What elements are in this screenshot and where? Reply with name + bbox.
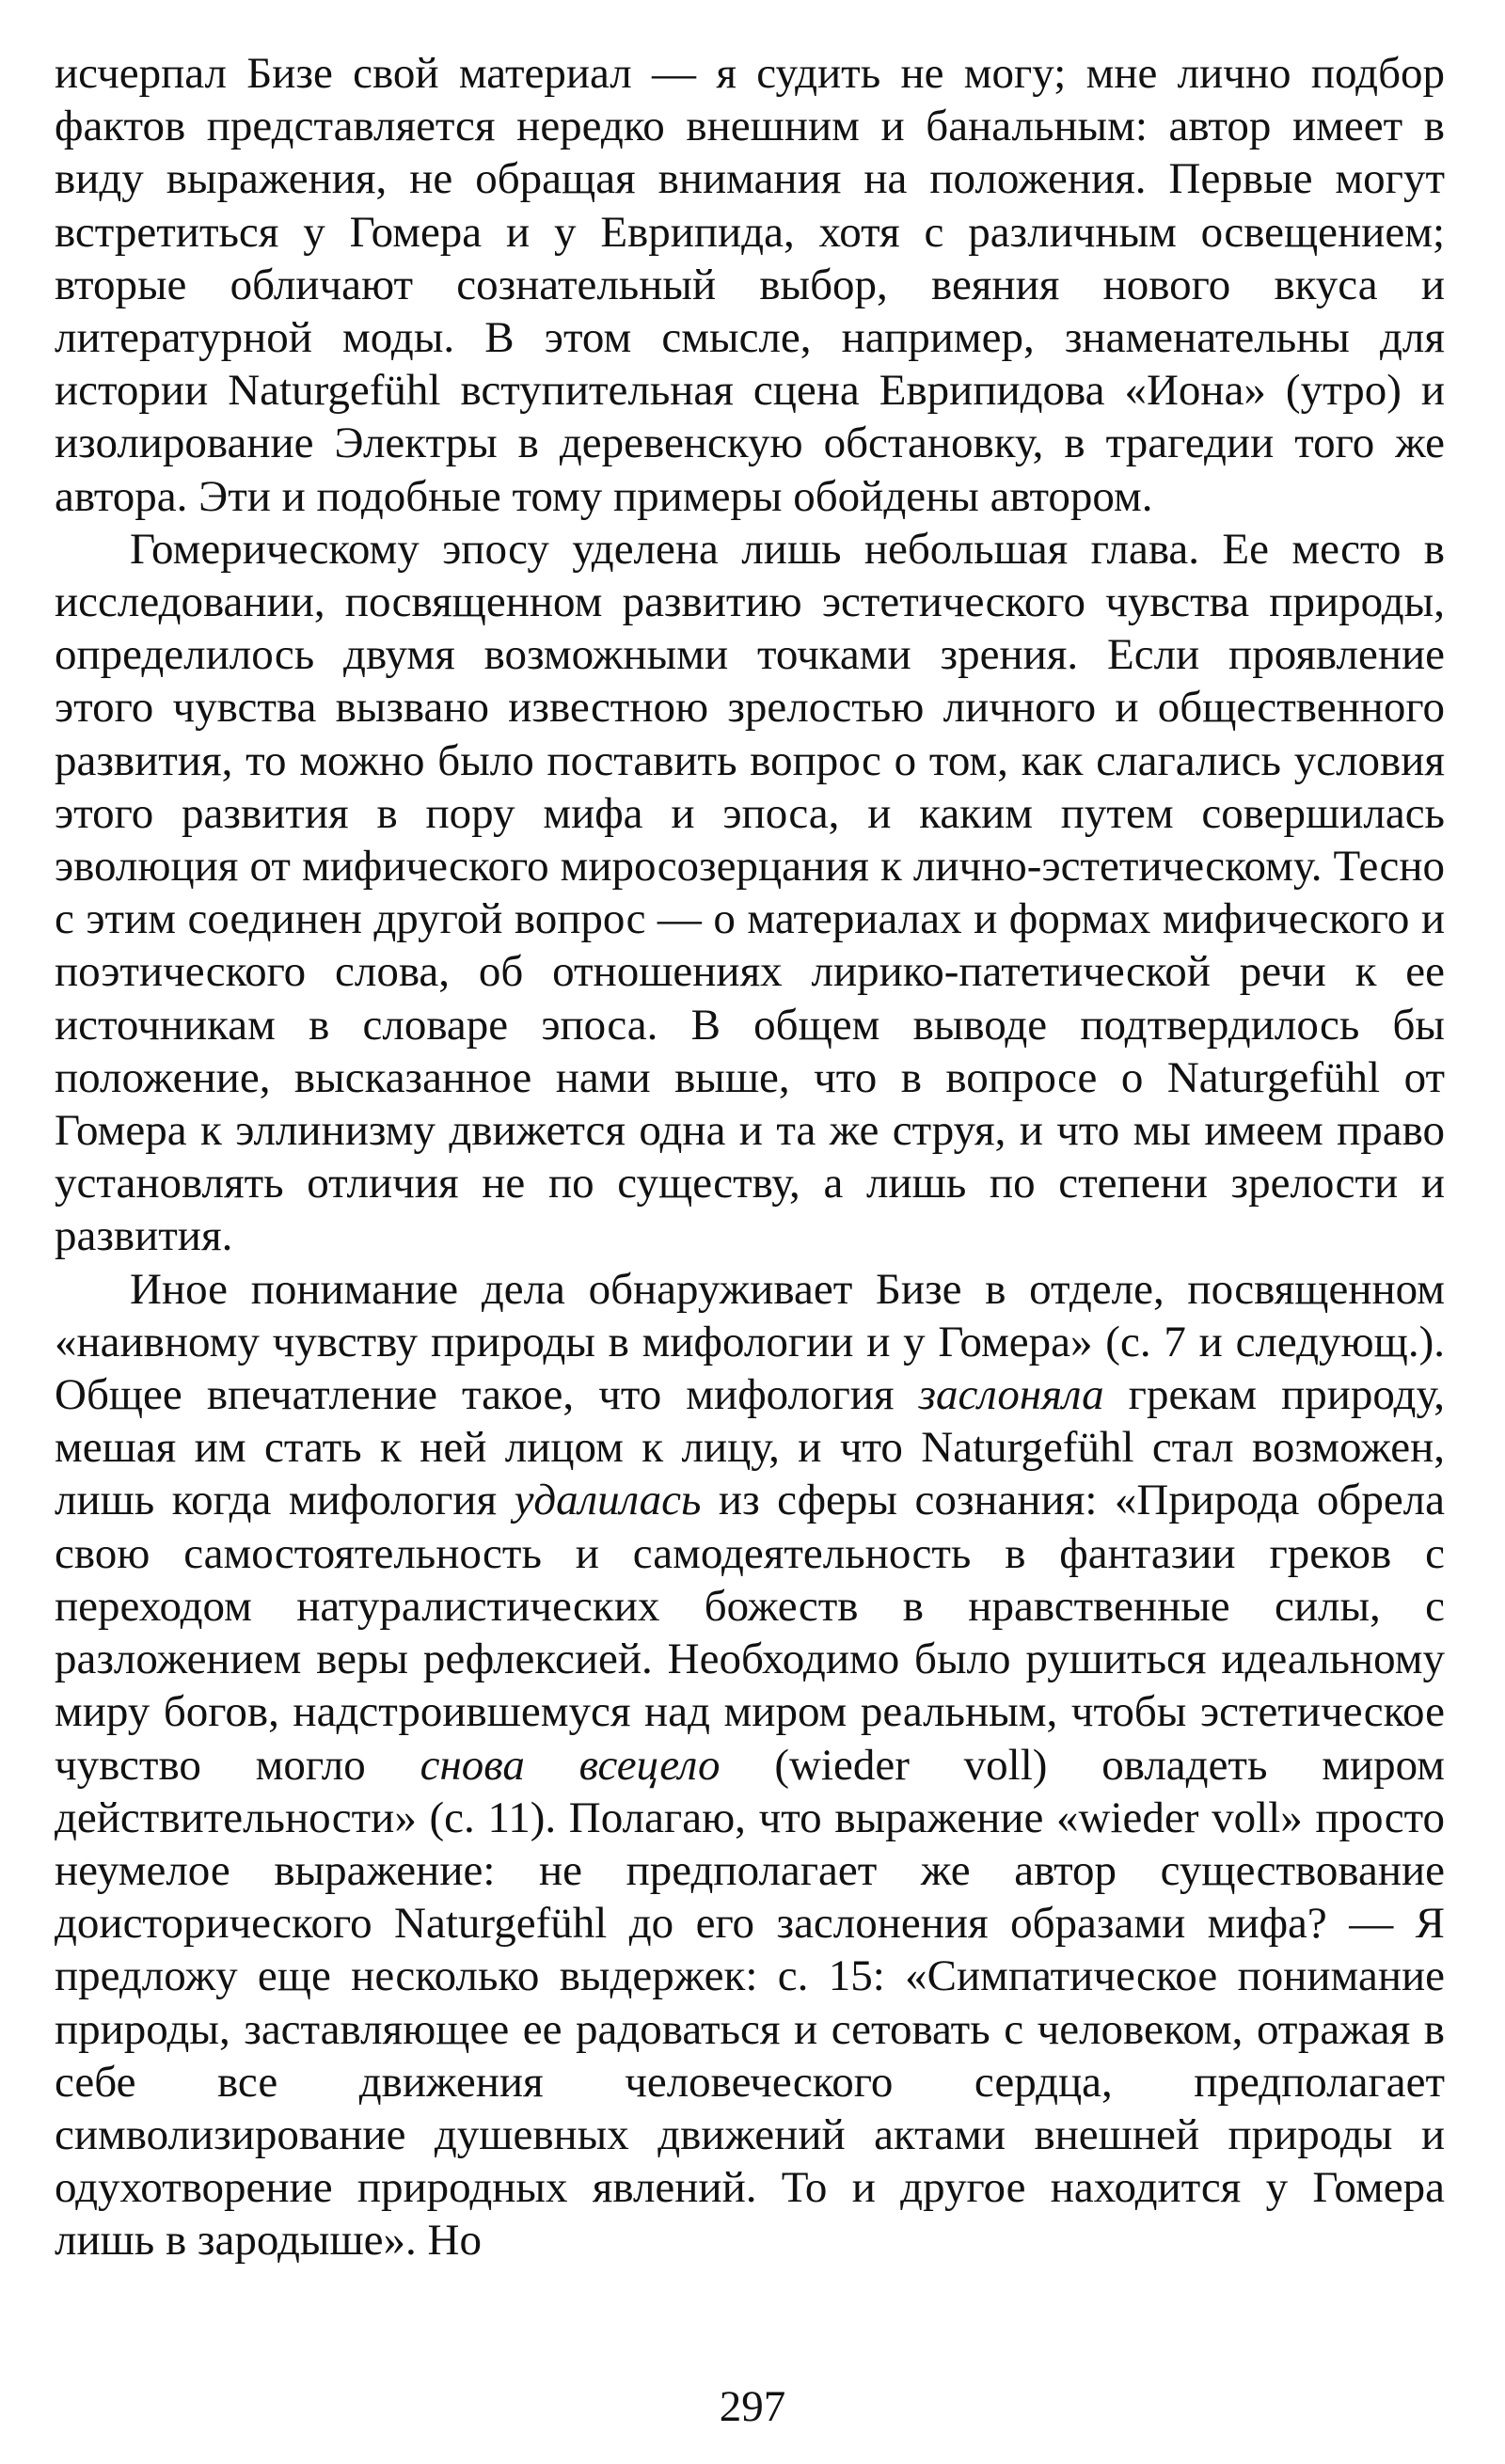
text-run: исчерпал Бизе свой материал — я судить не могу; мне лично подбор фактов представляется нередко внешним и банальным: автор имеет в виду выражения, не обращая внимания на положения. Первые могут встретиться у Гомера и у Еврипида, хотя с различным освещением; вторые обличают сознательный выбор, веяния нового вкуса и литературной моды. В этом смысле, например, знаменательны для истории Naturgefühl вступительная сцена Еврипидова «Иона» (утро) и изолирование Электры в деревенскую обстановку, в трагедии того же автора. Эти и подобные тому примеры обойдены автором.	[55, 49, 1445, 521]
text-run: грекам природу, мешая им стать к ней лицом к лицу, и что Naturgefühl стал возможен, лишь когда мифология	[55, 1370, 1445, 1525]
text-run: Гомерическому эпосу уделена лишь небольшая глава. Ее место в исследовании, посвященном развитию эстетического чувства природы, определилось двумя возможными точками зрения. Если проявление этого чувства вызвано известною зрелостью личного и общественного развития, то можно было поставить вопрос о том, как слагались условия этого развития в пору мифа и эпоса, и каким путем совершилась эволюция от мифического миросозерцания к лично-эстетическому. Тесно с этим соединен другой вопрос — о материалах и формах мифического и поэтического слова, об отношениях лирико-патетической речи к ее источникам в словаре эпоса. В общем выводе подтвердилось бы положение, высказанное нами выше, что в вопросе о Naturgefühl от Гомера к эллинизму движется одна и та же струя, и что мы имеем право установлять отличия не по существу, а лишь по степени зрелости и развития.	[55, 524, 1445, 1261]
paragraph-2	[55, 523, 1445, 1263]
paragraph-1	[55, 47, 1445, 523]
italic-emphasis: удалилась	[514, 1476, 702, 1525]
text-run: Иное понимание дела обнаруживает Бизе в отделе, посвященном «наивному чувству природы в мифологии и у Гомера» (с. 7 и следующ.). Общее впечатление такое, что мифология	[55, 1264, 1445, 1420]
page-number: 297	[719, 2382, 786, 2431]
text-run: из сферы сознания: «Природа обрела свою самостоятельность и самодеятельность в фантазии греков с переходом натуралистических божеств в нравственные силы, с разложением веры рефлексией. Необходимо было рушиться идеальному миру богов, надстроившемуся над миром реальным, чтобы эстетическое чувство могло	[55, 1476, 1445, 1790]
italic-emphasis: заслоняла	[918, 1370, 1104, 1420]
paragraph-3	[55, 1263, 1445, 2267]
italic-emphasis: снова всецело	[420, 1740, 721, 1790]
text-run: (wieder voll) овладеть миром действительности» (с. 11). Полагаю, что выражение «wieder voll» просто неумелое выражение: не предполагает же автор существование доисторического Naturgefühl до его заслонения образами мифа? — Я предложу еще несколько выдержек: с. 15: «Симпатическое понимание природы, заставляющее ее радоваться и сетовать с человеком, отражая в себе все движения человеческого сердца, предполагает символизирование душевных движений актами внешней природы и одухотворение природных явлений. То и другое находится у Гомера лишь в зародыше». Но	[55, 1740, 1445, 2266]
page-body	[55, 47, 1445, 2267]
